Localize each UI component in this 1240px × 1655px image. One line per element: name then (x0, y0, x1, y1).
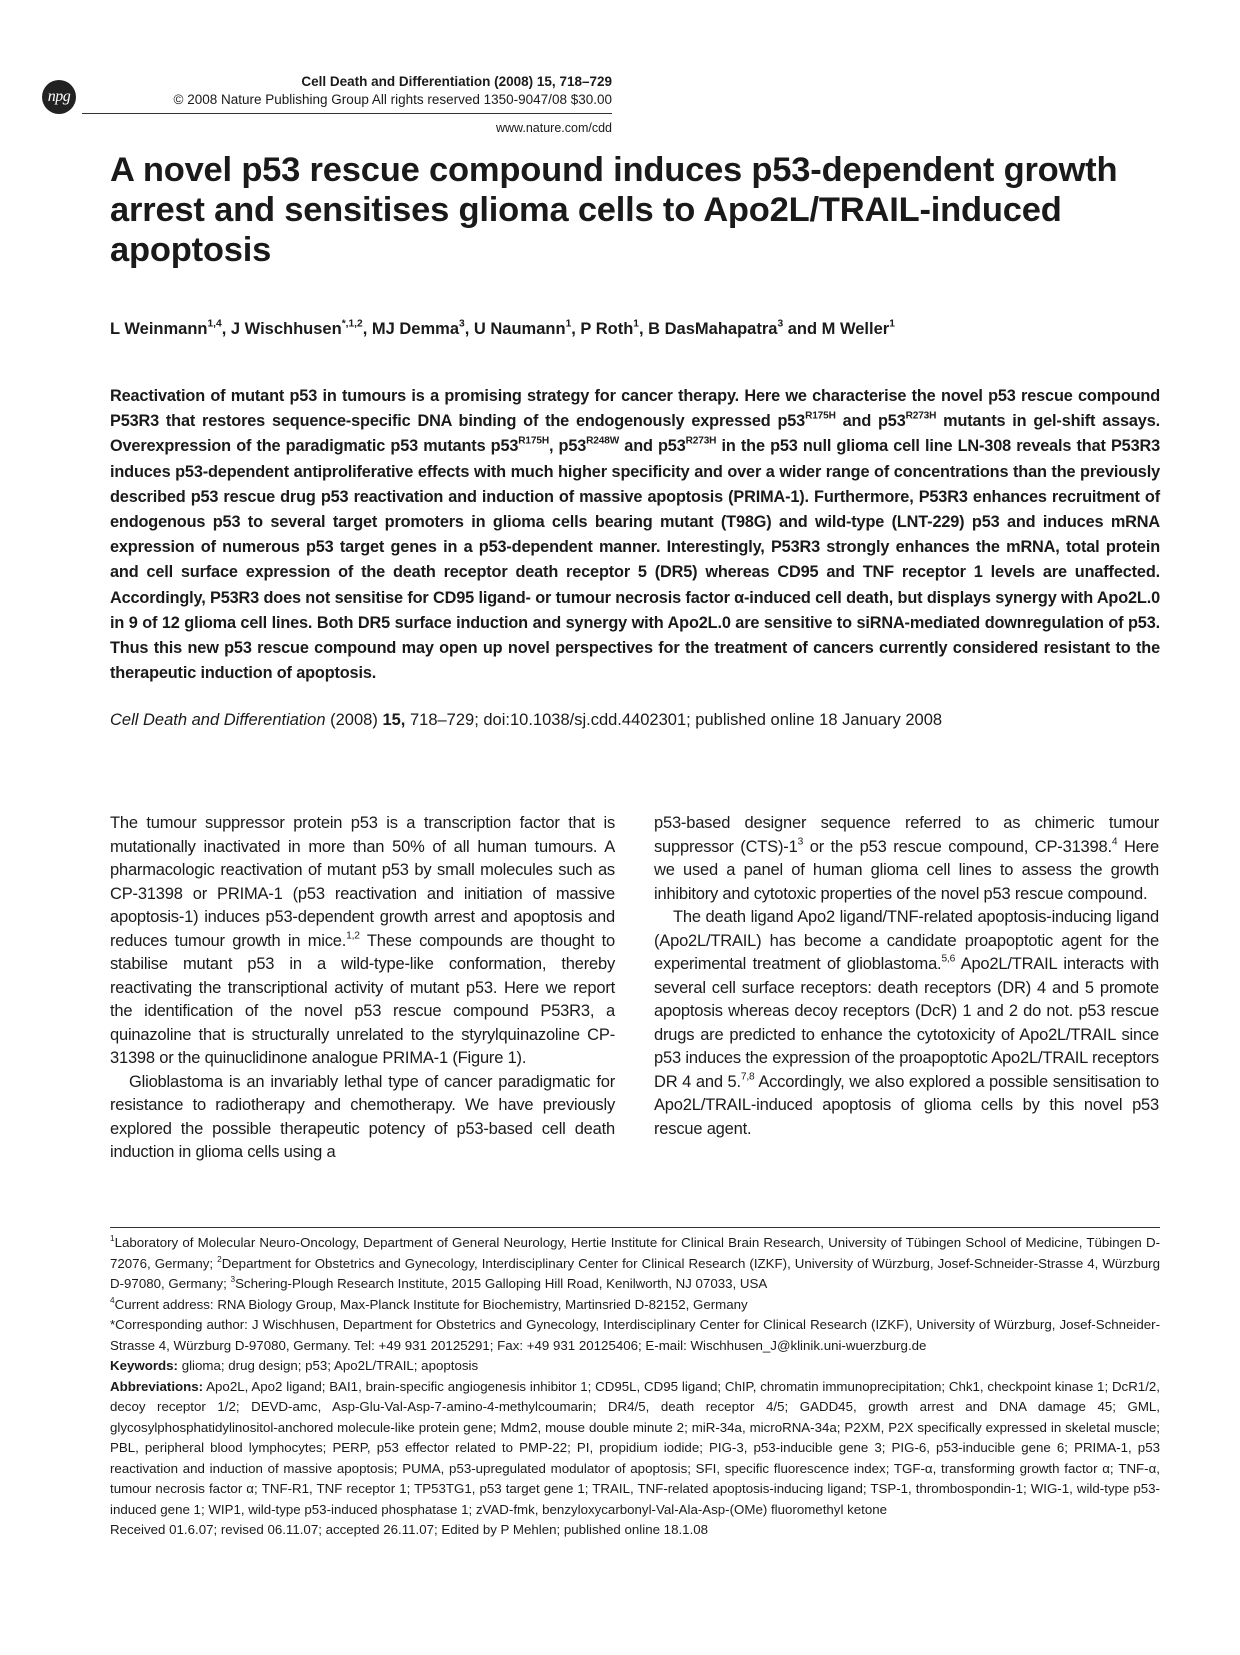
body-paragraph: The death ligand Apo2 ligand/TNF-related apoptosis-inducing ligand (Apo2L/TRAIL) has become a candidate proapoptotic agent for the experimental treatment of glioblastoma.$^{5,6}$ Apo2L/TRAIL interacts with several cell surface receptors: death receptors (DR) 4 and 5 promote apoptosis whereas decoy receptors (DcR) 1 and 2 do not. p53 rescue drugs are predicted to enhance the cytotoxicity of Apo2L/TRAIL since p53 induces the expression of the proapoptotic Apo2L/TRAIL receptors DR 4 and 5.$^{7,8}$ Accordingly, we also explored a possible sensitisation to Apo2L/TRAIL-induced apoptosis of glioma cells by this novel p53 rescue agent. (654, 908, 1159, 1138)
affiliations: $^1$Laboratory of Molecular Neuro-Oncology, Department of General Neurology, Hertie Institute for Clinical Brain Research, University of Tübingen School of Medicine, Tübingen D-72076, Germany; $^2$Department for Obstetrics and Gynecology, Interdisciplinary Center for Clinical Research (IZKF), University of Würzburg, Josef-Schneider-Strasse 4, Würzburg D-97080, Germany; $^3$Schering-Plough Research Institute, 2015 Galloping Hill Road, Kenilworth, NJ 07033, USA (110, 1233, 1160, 1291)
corresponding-author: *Corresponding author: J Wischhusen, Department for Obstetrics and Gynecology, Interdisciplinary Center for Clinical Research (IZKF), University of Würzburg, Josef-Schneider-Strasse 4, Würzburg D-97080, Germany. Tel: +49 931 20125291; Fax: +49 931 20125406; E-mail: Wischhusen_J@klinik.uni-wuerzburg.de (110, 1317, 1160, 1353)
body-paragraph: p53-based designer sequence referred to as chimeric tumour suppressor $(CTS)-1^3$ or the p53 rescue compound, CP-31398.$^4$ Here we used a panel of human glioma cell lines to assess the growth inhibitory and cytotoxic properties of the novel p53 rescue compound. (654, 814, 1159, 903)
citation-journal: Cell Death and Differentiation (110, 711, 326, 729)
keywords-label: Keywords: (110, 1358, 178, 1373)
keywords-line (110, 1356, 1160, 1377)
abbreviations-label: Abbreviations: (110, 1378, 204, 1394)
current-address: $^4$Current address: RNA Biology Group, Max-Planck Institute for Biochemistry, Martinsried D-82152, Germany (110, 1295, 748, 1312)
article-title: A novel p53 rescue compound induces p53-dependent growth arrest and sensitises glioma cells to Apo2L/TRAIL-induced apoptosis (110, 151, 1118, 269)
journal-url[interactable]: www.nature.com/cdd (495, 121, 612, 135)
abbreviations: Apo2L, Apo2 ligand; BAI1, brain-specific angiogenesis inhibitor 1; CD95L, CD95 ligand; ChIP, chromatin immunoprecipitation; Chk1, checkpoint kinase 1; DcR1/2, decoy receptor 1/2; DEVD-amc, Asp-Glu-Val-Asp-7-amino-4-methylcoumarin; DR4/5, death receptor 4/5; GADD45, growth arrest and DNA damage 45; GML, glycosylphosphatidylinositol-anchored molecule-like protein gene; Mdm2, mouse double minute 2; miR-34a, microRNA-34a; P2XM, P2X specifically expressed in skeletal muscle; PBL, peripheral blood lymphocytes; PERP, p53 effector related to PMP-22; PI, propidium iodide; PIG-3, p53-inducible gene 3; PIG-6, p53-inducible gene 6; PRIMA-1, p53 reactivation and induction of massive apoptosis; PUMA, p53-upregulated modulator of apoptosis; SFI, specific fluorescence index; TGF-α, transforming growth factor α; TNF-α, tumour necrosis factor α; TNF-R1, TNF receptor 1; TP53TG1, p53 target gene 1; TRAIL, TNF-related apoptosis-inducing ligand; TSP-1, thrombospondin-1; WIG-1, wild-type p53-induced gene 1; WIP1, wild-type p53-induced phosphatase 1; zVAD-fmk, benzyloxycarbonyl-Val-Ala-Asp-(OMe) fluoromethyl ketone (110, 1378, 1160, 1517)
body-left-column (110, 812, 615, 1165)
footnotes (110, 1233, 1160, 1541)
header-rule (82, 113, 612, 114)
footnote-rule (110, 1227, 1160, 1228)
npg-logo (42, 80, 76, 114)
body-paragraph: The tumour suppressor protein p53 is a transcription factor that is mutationally inactivated in more than 50% of all human tumours. A pharmacologic reactivation of mutant p53 by small molecules such as CP-31398 or PRIMA-1 (p53 reactivation and initiation of massive apoptosis-1) induces p53-dependent growth arrest and apoptosis and reduces tumour growth in mice.$^{1,2}$ These compounds are thought to stabilise mutant p53 in a wild-type-like conformation, thereby reactivating the transcriptional activity of mutant p53. Here we report the identification of the novel p53 rescue compound P53R3, a quinazoline that is structurally unrelated to the styrylquinazoline CP-31398 or the quinuclidinone analogue PRIMA-1 (Figure 1). (110, 814, 615, 1067)
abbreviations-line (110, 1377, 1160, 1521)
copyright-line: © 2008 Nature Publishing Group All rights reserved 1350-9047/08 $30.00 (173, 92, 612, 107)
npg-logo-text: npg (47, 88, 71, 105)
body-right-column (654, 812, 1159, 1141)
citation-volume: 15, (382, 711, 406, 729)
citation-year: (2008) (330, 711, 378, 729)
body-paragraph: Glioblastoma is an invariably lethal type of cancer paradigmatic for resistance to radiotherapy and chemotherapy. We have previously explored the possible therapeutic potency of p53-based cell death induction in glioma cells using a (110, 1072, 615, 1161)
keywords: glioma; drug design; p53; Apo2L/TRAIL; apoptosis (181, 1358, 479, 1373)
citation-rest: 718–729; doi:10.1038/sj.cdd.4402301; published online 18 January 2008 (409, 711, 943, 729)
journal-line: Cell Death and Differentiation (2008) 15, 718–729 (301, 74, 612, 89)
author-list: L Weinmann$^{1,4}$, J Wischhusen$^{*,1,2}$, MJ Demma$^3$, U Naumann$^1$, P Roth$^1$, B DasMahapatra$^3$ and M Weller$^1$ (110, 318, 895, 338)
citation-line (110, 711, 1160, 730)
received-line: Received 01.6.07; revised 06.11.07; accepted 26.11.07; Edited by P Mehlen; published online 18.1.08 (110, 1522, 709, 1537)
abstract: Reactivation of mutant p53 in tumours is a promising strategy for cancer therapy. Here we characterise the novel p53 rescue compound P53R3 that restores sequence-specific DNA binding of the endogenously expressed $p53^{R175H}$ and $p53^{R273H}$ mutants in gel-shift assays. Overexpression of the paradigmatic p53 mutants $p53^{R175H}$, $p53^{R248W}$ and $p53^{R273H}$ in the p53 null glioma cell line LN-308 reveals that P53R3 induces p53-dependent antiproliferative effects with much higher specificity and over a wider range of concentrations than the previously described p53 rescue drug p53 reactivation and induction of massive apoptosis (PRIMA-1). Furthermore, P53R3 enhances recruitment of endogenous p53 to several target promoters in glioma cells bearing mutant (T98G) and wild-type (LNT-229) p53 and induces mRNA expression of numerous p53 target genes in a p53-dependent manner. Interestingly, P53R3 strongly enhances the mRNA, total protein and cell surface expression of the death receptor death receptor 5 (DR5) whereas CD95 and TNF receptor 1 levels are unaffected. Accordingly, P53R3 does not sensitise for CD95 ligand- or tumour necrosis factor α-induced cell death, but displays synergy with Apo2L.0 in 9 of 12 glioma cell lines. Both DR5 surface induction and synergy with Apo2L.0 are sensitive to siRNA-mediated downregulation of p53. Thus this new p53 rescue compound may open up novel perspectives for the treatment of cancers currently considered resistant to the therapeutic induction of apoptosis. (110, 387, 1161, 683)
